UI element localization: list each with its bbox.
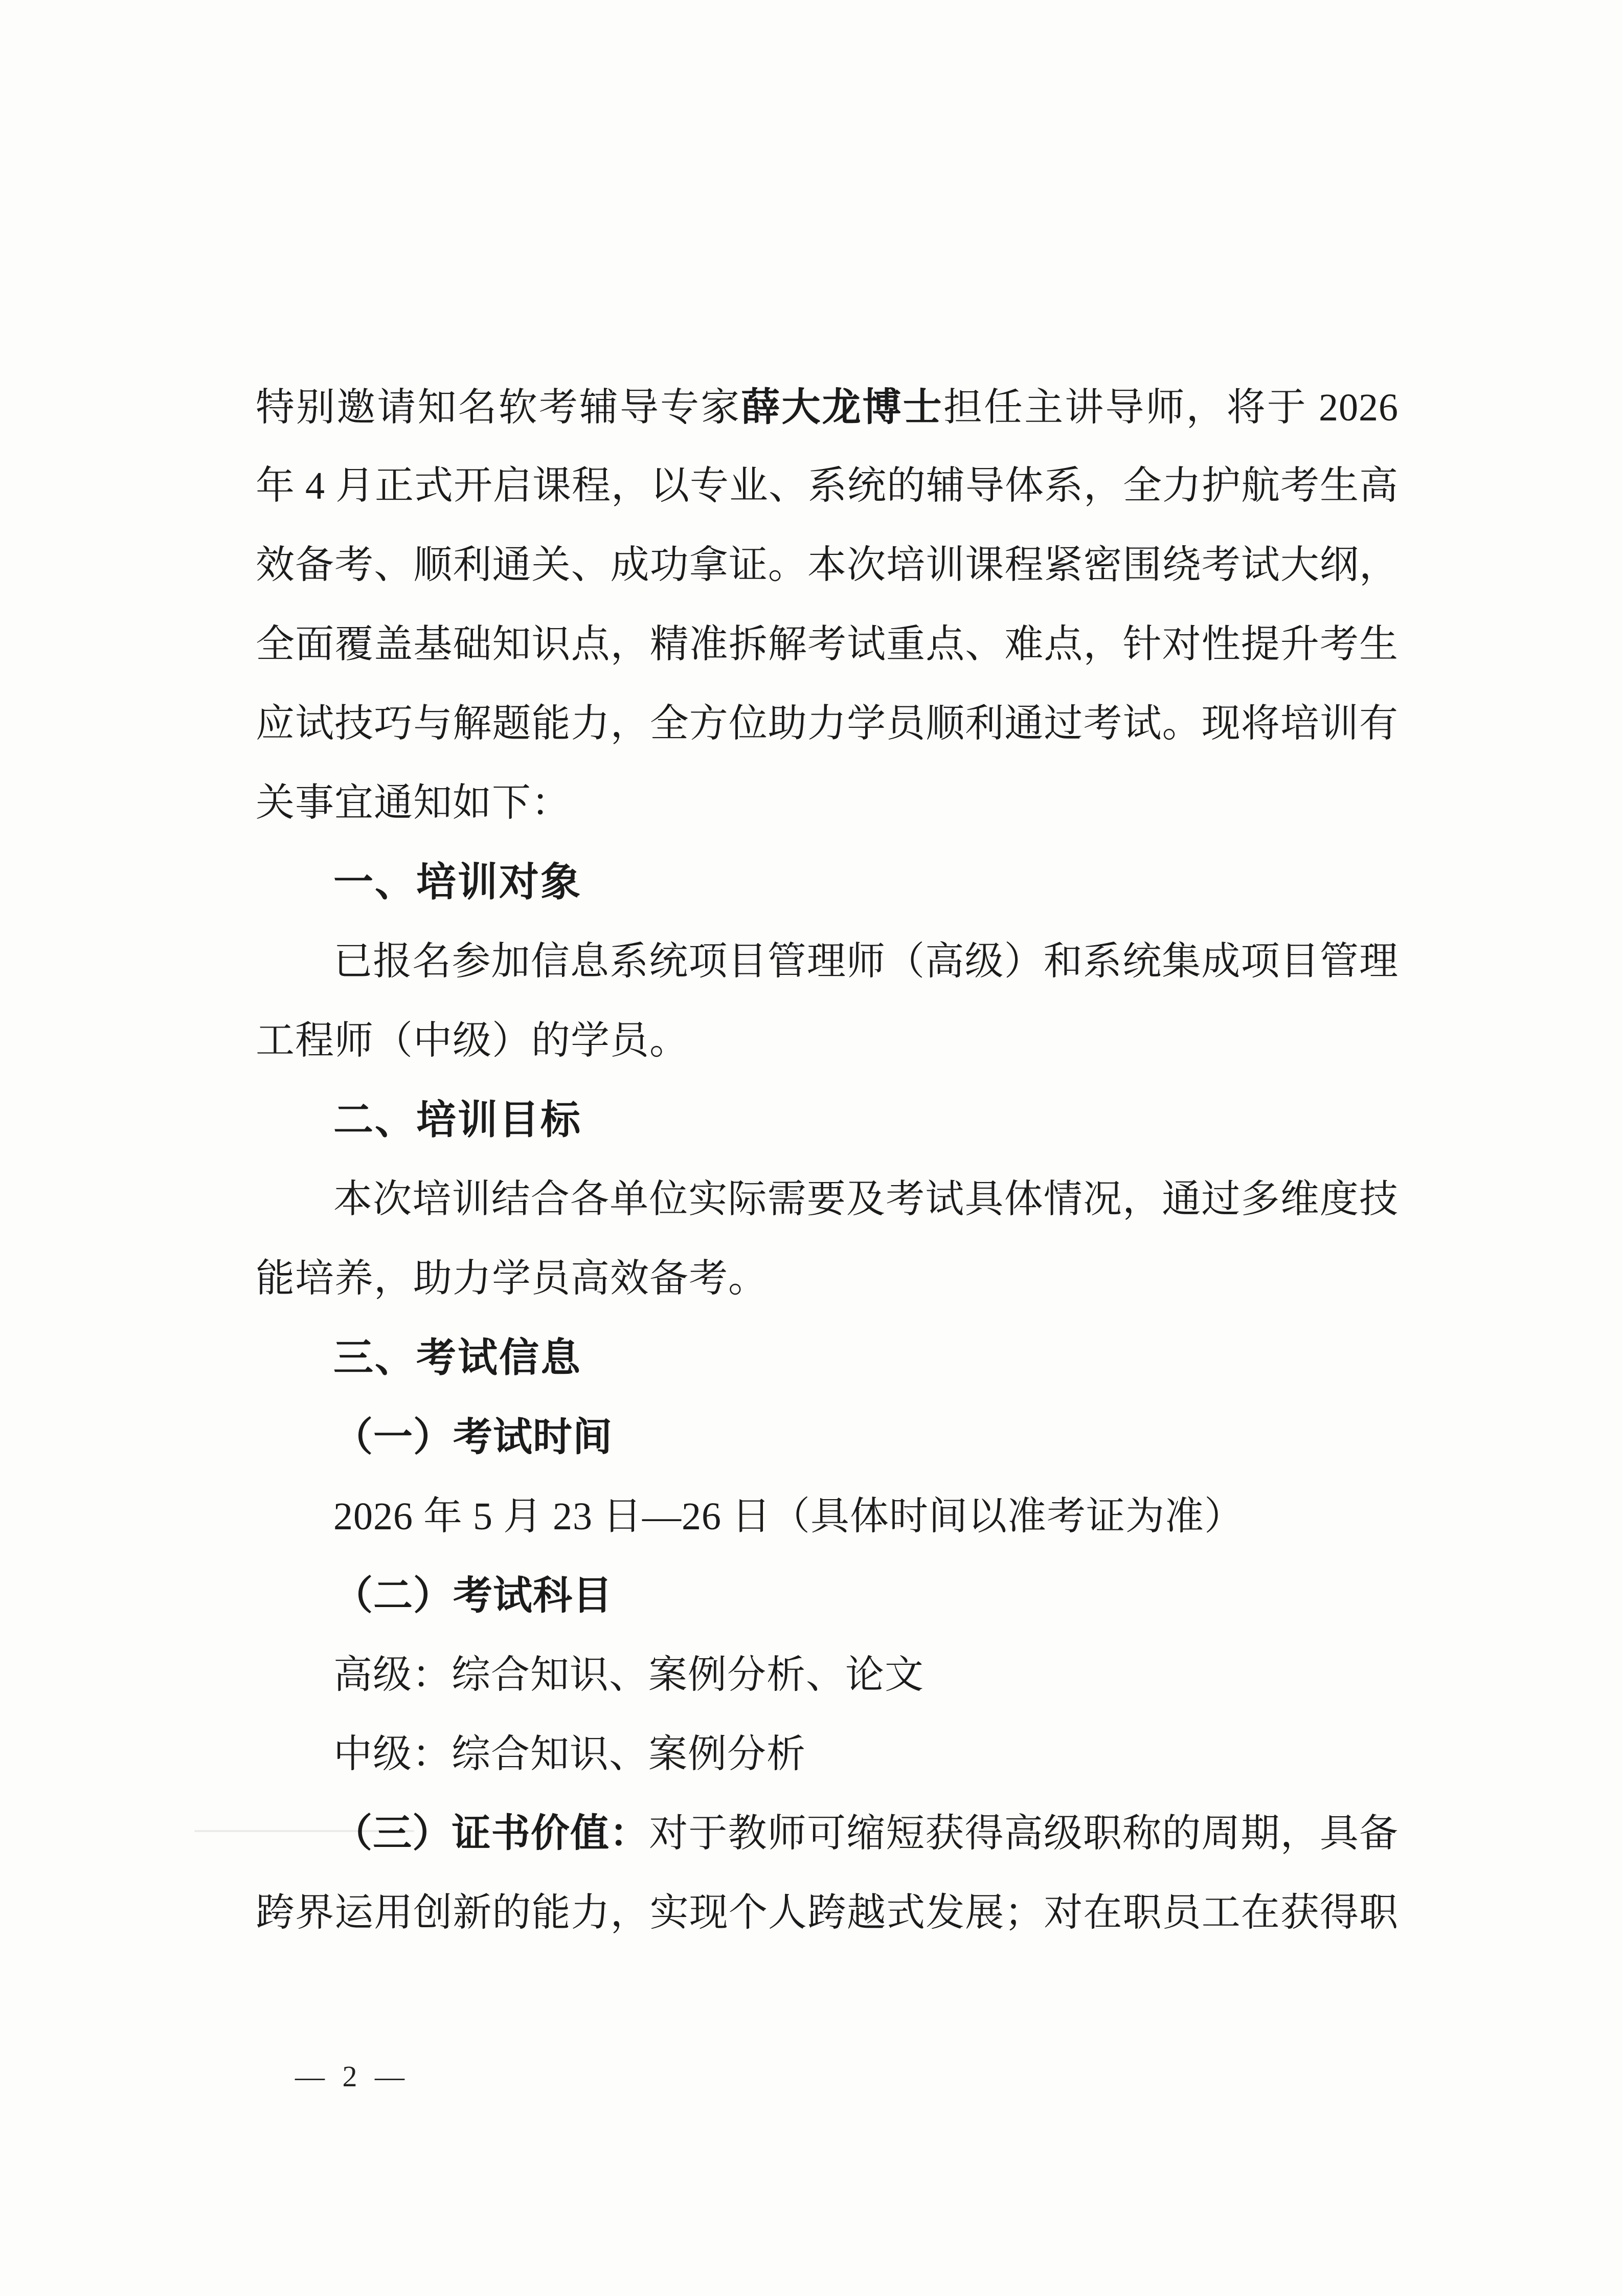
paragraph-line (256, 764, 1399, 843)
paragraph-line (256, 447, 1399, 526)
text-segment: （二）考试科目 (333, 1574, 613, 1618)
text-segment: 本次培训结合各单位实际需要及考试具体情况，通过多维度技 (333, 1178, 1399, 1221)
text-segment: 工程师（中级）的学员。 (256, 1019, 689, 1062)
paragraph-line (256, 1239, 1399, 1319)
text-segment: 能培养，助力学员高效备考。 (256, 1257, 768, 1300)
paragraph-line (256, 1477, 1399, 1556)
text-segment: 已报名参加信息系统项目管理师（高级）和系统集成项目管理 (333, 940, 1399, 983)
section-heading (256, 1081, 1399, 1160)
text-segment: 效备考、顺利通关、成功拿证。本次培训课程紧密围绕考试大纲， (256, 544, 1399, 587)
paragraph-line (256, 1001, 1399, 1081)
paragraph-line (256, 1715, 1399, 1794)
text-segment: 特别邀请知名软考辅导专家 (256, 386, 741, 429)
text-segment: 2026 年 5 月 23 日—26 日（具体时间以准考证为准） (333, 1495, 1244, 1538)
text-segment: 二、培训目标 (333, 1097, 582, 1143)
text-segment: 全面覆盖基础知识点，精准拆解考试重点、难点，针对性提升考生 (256, 623, 1399, 666)
paragraph-line (256, 684, 1399, 764)
subsection-heading (256, 1556, 1399, 1636)
text-segment: 高级：综合知识、案例分析、论文 (333, 1654, 924, 1697)
clause-label: （三）证书价值： (333, 1812, 649, 1855)
text-segment: 中级：综合知识、案例分析 (333, 1733, 806, 1776)
text-segment: 关事宜通知如下： (256, 782, 571, 824)
document-body (256, 367, 1399, 1953)
text-segment: 跨界运用创新的能力，实现个人跨越式发展；对在职员工在获得职 (256, 1891, 1399, 1934)
instructor-name-bold: 薛大龙博士 (741, 384, 943, 430)
page-number: — 2 — (295, 2060, 410, 2093)
paragraph-line (256, 1160, 1399, 1239)
paragraph-line (256, 526, 1399, 605)
paragraph-line (256, 1636, 1399, 1715)
paragraph-line (256, 1794, 1399, 1874)
section-heading (256, 1319, 1399, 1398)
text-segment: 担任主讲导师，将于 2026 (943, 386, 1399, 429)
paragraph-line (256, 605, 1399, 684)
paragraph-line (256, 922, 1399, 1001)
text-segment: 对于教师可缩短获得高级职称的周期，具备 (649, 1812, 1399, 1855)
scan-scratch-artifact (194, 1830, 414, 1832)
paragraph-line (256, 1874, 1399, 1953)
text-segment: 三、考试信息 (333, 1335, 582, 1381)
section-heading (256, 843, 1399, 922)
text-segment: （一）考试时间 (333, 1415, 613, 1459)
text-segment: 应试技巧与解题能力，全方位助力学员顺利通过考试。现将培训有 (256, 702, 1399, 745)
text-segment: 年 4 月正式开启课程，以专业、系统的辅导体系，全力护航考生高 (256, 464, 1399, 507)
paragraph-line (256, 367, 1399, 447)
text-segment: 一、培训对象 (333, 859, 582, 905)
subsection-heading (256, 1398, 1399, 1477)
